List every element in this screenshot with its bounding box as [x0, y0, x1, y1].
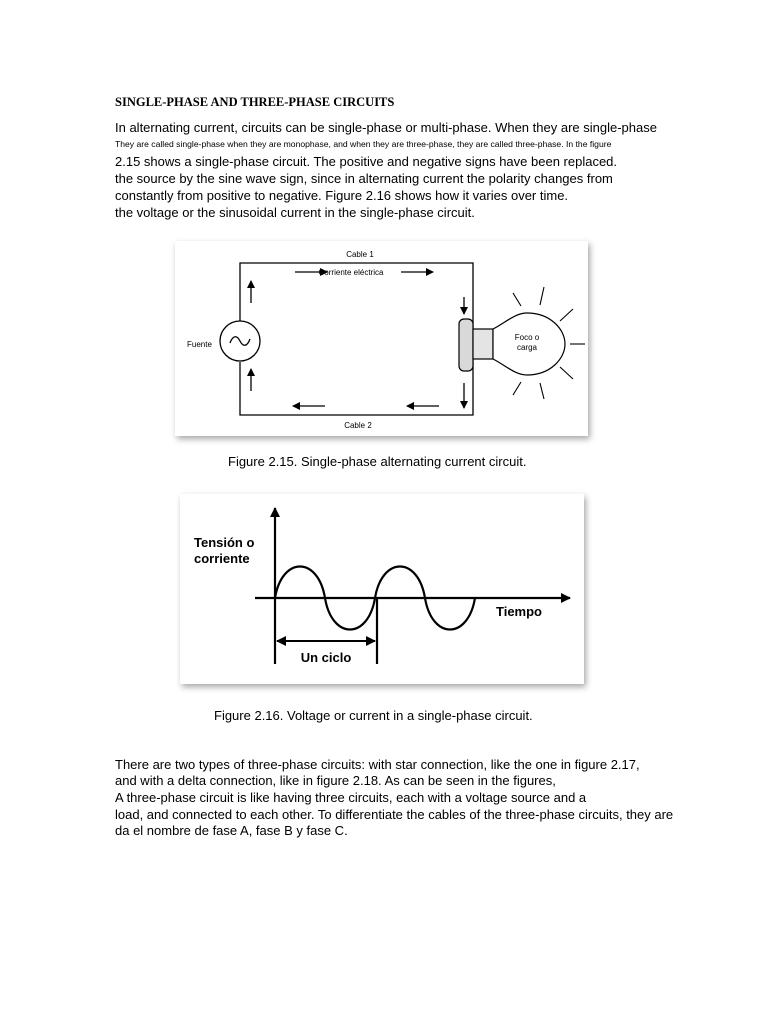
- paragraph2-line3: A three-phase circuit is like having three circuits, each with a voltage source and a: [115, 790, 587, 805]
- paragraph2-line4: load, and connected to each other. To differentiate the cables of the three-phase circuits, they are: [115, 807, 674, 822]
- sine-wave-figure: [180, 494, 584, 684]
- paragraph2-line2: and with a delta connection, like in figure 2.18. As can be seen in the figures,: [115, 773, 556, 788]
- circuit-diagram: [175, 241, 588, 436]
- current-arrows: [251, 272, 464, 408]
- paragraph1-line6: the voltage or the sinusoidal current in the single-phase circuit.: [115, 205, 475, 220]
- figure2-caption: Figure 2.16. Voltage or current in a single-phase circuit.: [214, 708, 533, 723]
- paragraph1-line3: 2.15 shows a single-phase circuit. The positive and negative signs have been replaced.: [115, 154, 618, 169]
- paragraph1-line1: In alternating current, circuits can be single-phase or multi-phase. When they are single-phase: [115, 120, 657, 135]
- circuit-diagram-figure: [175, 241, 588, 436]
- sine-wave-diagram: [180, 494, 584, 684]
- load-label-line2: carga: [516, 343, 538, 352]
- light-bulb-icon: [459, 313, 565, 375]
- x-axis-label: Tiempo: [496, 604, 542, 619]
- cable1-label: Cable 1: [346, 250, 374, 259]
- load-label-line1: Foco o: [514, 333, 540, 342]
- paragraph2-line1: There are two types of three-phase circuits: with star connection, like the one in figure 2.17,: [115, 757, 640, 772]
- cycle-label: Un ciclo: [300, 650, 352, 665]
- y-axis-label-line2: corriente: [194, 551, 250, 566]
- cable2-label: Cable 2: [344, 421, 372, 430]
- circuit-wire: [240, 263, 473, 415]
- paragraph1-line4: the source by the sine wave sign, since in alternating current the polarity changes from: [115, 171, 613, 186]
- y-axis-label-line1: Tensión o: [194, 535, 255, 550]
- ac-source-icon: [220, 321, 260, 361]
- paragraph1-line2: They are called single-phase when they are monophase, and when they are three-phase, they are called three-phase. In the figure: [115, 139, 612, 149]
- paragraph2-line5: da el nombre de fase A, fase B y fase C.: [115, 823, 348, 838]
- section-heading: SINGLE-PHASE AND THREE-PHASE CIRCUITS: [115, 95, 395, 109]
- current-label: Corriente eléctrica: [318, 268, 384, 277]
- paragraph1-line5: constantly from positive to negative. Figure 2.16 shows how it varies over time.: [115, 188, 569, 203]
- figure1-caption: Figure 2.15. Single-phase alternating current circuit.: [228, 454, 527, 469]
- source-label: Fuente: [187, 340, 212, 349]
